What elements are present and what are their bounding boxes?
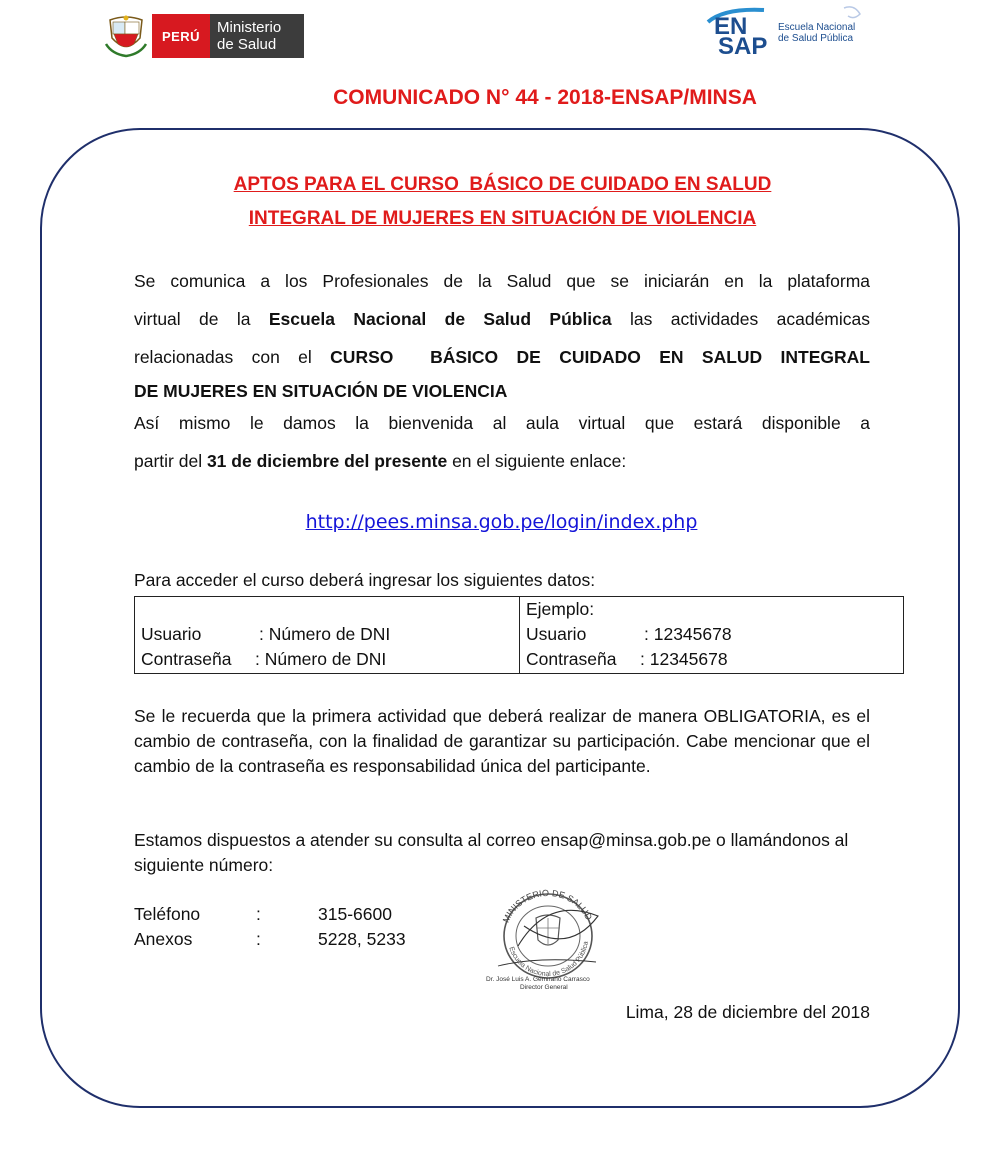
example-label: Ejemplo: — [526, 599, 595, 619]
intro-line-5: Así mismo le damos la bienvenida al aula virtual que estará disponible a — [134, 413, 870, 433]
svg-text:Dr. José Luis A. Gemirano Carr: Dr. José Luis A. Gemirano Carrasco — [486, 976, 590, 983]
intro-line-1: Se comunica a los Profesionales de la Salud que se iniciarán en la plataforma — [134, 271, 870, 291]
extension-label: Anexos — [134, 929, 193, 949]
ministry-label — [210, 14, 304, 58]
course-heading-line2: INTEGRAL DE MUJERES EN SITUACIÓN DE VIOLENCIA — [248, 208, 757, 229]
password-label: Contraseña — [526, 649, 617, 669]
user-example-row — [526, 622, 897, 647]
course-heading — [120, 168, 885, 236]
password-format-value: : Número de DNI — [255, 649, 387, 669]
password-label: Contraseña — [141, 649, 232, 669]
intro-line-2 — [134, 300, 870, 338]
extension-value: 5228, 5233 — [318, 929, 406, 949]
svg-text:Escuela Nacional de Salud Públ: Escuela Nacional de Salud Pública — [507, 940, 590, 979]
intro-line-6 — [134, 440, 870, 482]
official-stamp-icon — [478, 886, 626, 992]
svg-text:SAP: SAP — [718, 33, 768, 56]
phone-row — [134, 902, 406, 927]
credentials-cell-format — [135, 597, 520, 674]
course-heading-line1: APTOS PARA EL CURSO BÁSICO DE CUIDADO EN SALUD — [233, 174, 772, 195]
ensap-caption — [778, 22, 855, 44]
phone-label: Teléfono — [134, 904, 201, 924]
colon: : — [256, 929, 261, 949]
password-example-value: : 12345678 — [640, 649, 728, 669]
peru-label: PERÚ — [152, 14, 210, 58]
credentials-table — [134, 596, 904, 674]
intro-line-3 — [134, 338, 870, 376]
svg-text:MINISTERIO DE SALUD: MINISTERIO DE SALUD — [500, 887, 595, 925]
school-name: Escuela Nacional de Salud Pública — [268, 309, 612, 329]
platform-link[interactable]: http://pees.minsa.gob.pe/login/index.php — [305, 511, 698, 533]
intro-text: virtual de la — [134, 309, 269, 329]
contact-numbers — [134, 902, 406, 952]
phone-value: 315-6600 — [318, 904, 392, 924]
start-date: 31 de diciembre del presente — [206, 451, 448, 471]
credentials-cell-example — [520, 597, 904, 674]
svg-text:Director General: Director General — [520, 984, 568, 991]
document-title: COMUNICADO N° 44 - 2018-ENSAP/MINSA — [333, 86, 757, 109]
intro-text: partir del — [134, 451, 207, 471]
intro-text: relacionadas con el — [134, 347, 331, 367]
ministry-label-line2: de Salud — [217, 36, 277, 53]
intro-line-4: DE MUJERES EN SITUACIÓN DE VIOLENCIA — [134, 381, 508, 401]
user-label: Usuario — [141, 624, 202, 644]
svg-text:EN: EN — [714, 13, 748, 40]
ministry-label-line1: Ministerio — [217, 19, 282, 36]
extension-row — [134, 927, 406, 952]
user-label: Usuario — [526, 624, 587, 644]
user-format-value: : Número de DNI — [259, 624, 391, 644]
user-format-row — [141, 622, 513, 647]
peru-coat-of-arms-icon — [104, 14, 148, 58]
course-name: CURSO BÁSICO DE CUIDADO EN SALUD INTEGRAL — [330, 347, 870, 367]
minsa-logo — [104, 14, 304, 58]
intro-paragraph — [134, 262, 870, 482]
ensap-caption-line2: de Salud Pública — [778, 33, 854, 44]
password-format-row — [141, 647, 513, 672]
contact-paragraph: Estamos dispuestos a atender su consulta al correo ensap@minsa.gob.pe o llamándonos al siguiente número: — [134, 830, 849, 875]
password-reminder: Se le recuerda que la primera actividad que deberá realizar de manera OBLIGATORIA, es el cambio de contraseña, con la finalidad de garantizar su participación. Cabe mencionar que el cambio de la contraseña es responsabilidad única del participante. — [134, 706, 870, 776]
password-example-row — [526, 647, 897, 672]
access-instructions: Para acceder el curso deberá ingresar los siguientes datos: — [134, 570, 596, 590]
document-date: Lima, 28 de diciembre del 2018 — [625, 1002, 870, 1022]
user-example-value: : 12345678 — [644, 624, 732, 644]
intro-text: las actividades académicas — [611, 309, 870, 329]
intro-text: en el siguiente enlace: — [447, 451, 627, 471]
colon: : — [256, 904, 261, 924]
ensap-caption-line1: Escuela Nacional — [778, 22, 856, 33]
